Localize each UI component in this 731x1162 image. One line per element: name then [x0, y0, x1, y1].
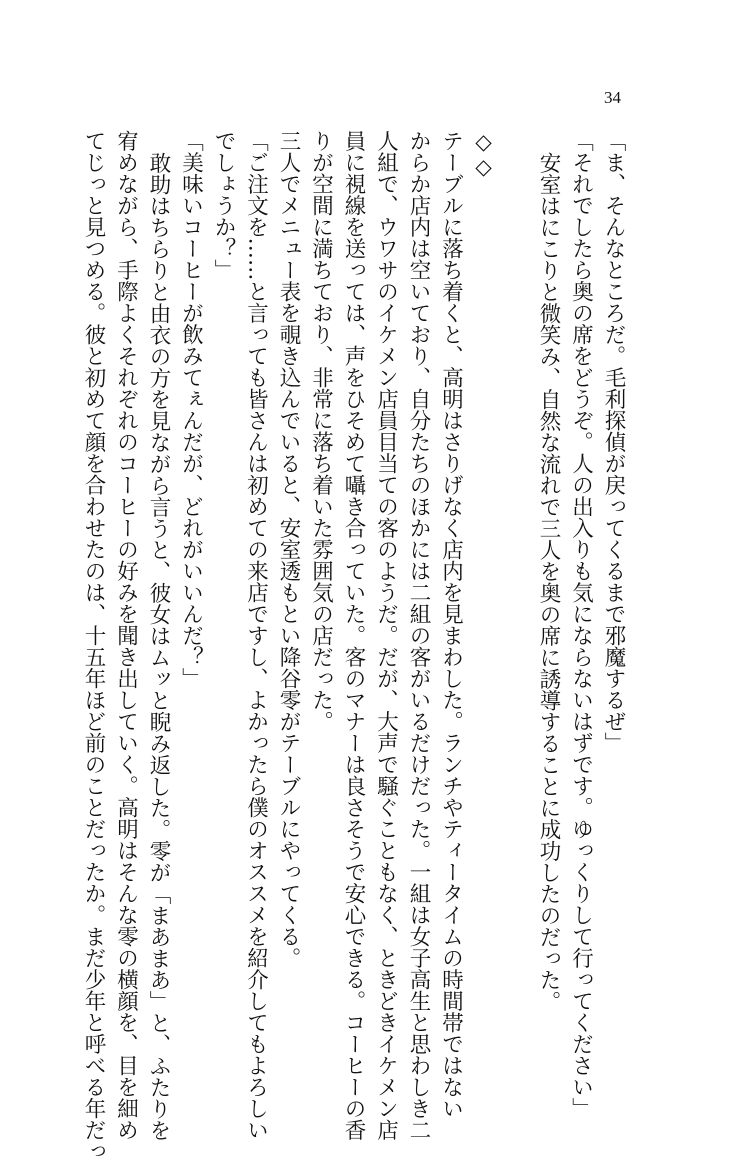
- text-line: 三人でメニュー表を覗き込んでいると、安室透もとい降谷零がテーブルにやってくる。: [276, 130, 301, 969]
- blank-line: [499, 130, 532, 920]
- text-line: 敢助はちらりと由衣の方を見ながら言うと、彼女はムッと睨み返した。零が「まあまあ」と、ふたりを: [146, 151, 171, 1141]
- text-line: テーブルに落ち着くと、高明はさりげなく店内を見まわした。ランチやティータイムの時間帯ではない: [438, 130, 464, 1119]
- text-line: てじっと見つめる。彼と初めて顔を合わせたのは、十五年ほど前のことだったか。まだ少年と呼べる年だっ: [81, 130, 106, 1162]
- text-line: 「それでしたら奥の席をどうぞ。人の出入りも気にならないはずです。ゆっくりして行ってください」: [568, 130, 594, 1119]
- page-number: 34: [604, 88, 621, 107]
- text-line: からか店内は空いており、自分たちのほかには二組の客がいるだけだった。一組は女子高生と思わしき二: [406, 130, 431, 1141]
- vertical-text-body: [81, 130, 629, 1162]
- text-line: 「ま、そんなところだ。毛利探偵が戻ってくるまで邪魔するぜ」: [601, 130, 626, 754]
- text-line: 員に視線を送っては、声をひそめて囁き合っていた。客のマナーは良さそうで安心できる。コーヒーの香: [341, 130, 366, 1141]
- text-line: りが空間に満ちており、非常に落ち着いた雰囲気の店だった。: [308, 130, 334, 732]
- text-line: 「ご注文を……と言っても皆さんは初めての来店ですし、よかったら僕のオススメを紹介してもよろしい: [243, 130, 269, 1141]
- section-break: ◇◇: [471, 130, 496, 180]
- text-line: 宥めながら、手際よくそれぞれのコーヒーの好みを聞き出していく。高明はそんな零の横顔を、目を細め: [113, 130, 139, 1141]
- text-line: 人組で、ウワサのイケメン店員目当ての客のようだ。だが、大声で騒ぐこともなく、ときどきイケメン店: [373, 130, 399, 1141]
- text-line: 「美味いコーヒーが飲みてぇんだが、どれがいいんだ？」: [178, 130, 204, 689]
- text-line: 安室はにこりと微笑み、自然な流れで三人を奥の席に誘導することに成功したのだった。: [536, 151, 561, 1012]
- text-line: でしょうか？」: [211, 130, 236, 281]
